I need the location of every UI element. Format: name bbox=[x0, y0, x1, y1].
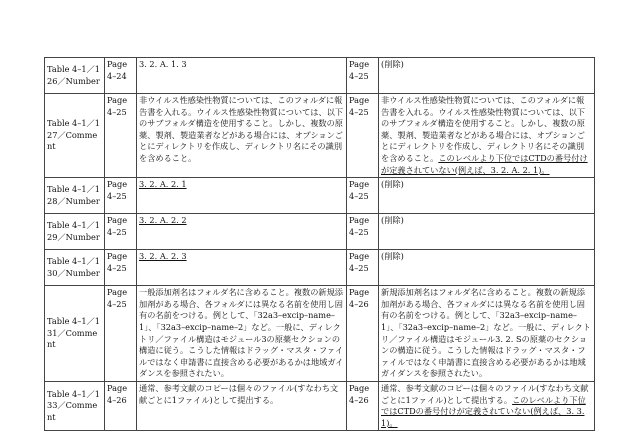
revised-page-cell bbox=[347, 214, 379, 250]
item-id-cell-text: Table 4–1／127／Comment bbox=[47, 118, 100, 152]
revised-added-text: このレベルより下位ではCTDの番号付けが定義されていない(例えば、3. 3. 1)。 bbox=[381, 394, 586, 428]
original-page-cell-text: Page 4–24 bbox=[107, 59, 128, 81]
revised-text-cell-text: 通常、参考文献のコピーは個々のファイル(すなわち文献ごとに1ファイル)として提出する。 bbox=[381, 382, 589, 405]
comparison-table bbox=[44, 57, 595, 431]
table-row bbox=[45, 286, 595, 382]
original-page-cell bbox=[105, 178, 137, 214]
revised-page-cell-text: Page 4–25 bbox=[349, 251, 370, 273]
revised-text-cell-text: (削除) bbox=[381, 59, 404, 69]
original-text-cell-text: 3. 2. A. 2. 3 bbox=[139, 251, 187, 262]
revised-text-cell-text: (削除) bbox=[381, 251, 404, 262]
table-row bbox=[45, 58, 595, 94]
revised-text-cell-text: (削除) bbox=[381, 179, 404, 190]
revised-added-text: このレベルより下位ではCTDの番号付けが定義されていない(例えば、3. 2. A. 2. 1)。 bbox=[381, 152, 588, 175]
revised-text-cell bbox=[379, 286, 595, 382]
revised-page-cell-text: Page 4–26 bbox=[349, 382, 370, 405]
revised-page-cell bbox=[347, 178, 379, 214]
item-id-cell-text: Table 4–1／129／Number bbox=[47, 220, 100, 242]
original-page-cell-text: Page 4–25 bbox=[107, 215, 128, 237]
original-text-cell-text: 非ウイルス性感染性物質については、このフォルダに報告書を入れる。ウイルス性感染性物質については、以下のサブフォルダ構造を使用すること。しかし、複数の原薬、製剤、製造業者などがある場合には、オプションごとにディレクトリを作成し、ディレクトリ名にその識別を含めること。 bbox=[139, 95, 344, 163]
item-id-cell bbox=[45, 250, 105, 286]
revised-page-cell-text: Page 4–25 bbox=[349, 179, 370, 201]
item-id-cell-text: Table 4–1／126／Number bbox=[47, 63, 100, 86]
table-row bbox=[45, 250, 595, 286]
revised-page-cell-text: Page 4–25 bbox=[349, 59, 370, 81]
original-text-cell-text: 通常、参考文献のコピーは個々のファイル(すなわち文献ごとに1ファイル)として提出する。 bbox=[139, 382, 339, 405]
revised-text-cell bbox=[379, 94, 595, 178]
original-page-cell-text: Page 4–25 bbox=[107, 251, 128, 273]
revised-page-cell bbox=[347, 286, 379, 382]
revised-text-cell bbox=[379, 214, 595, 250]
original-page-cell-text: Page 4–25 bbox=[107, 287, 128, 309]
original-text-cell bbox=[137, 94, 347, 178]
revised-text-cell bbox=[379, 381, 595, 430]
original-text-cell bbox=[137, 286, 347, 382]
item-id-cell bbox=[45, 178, 105, 214]
item-id-cell bbox=[45, 94, 105, 178]
item-id-cell bbox=[45, 58, 105, 94]
revised-text-cell bbox=[379, 178, 595, 214]
revised-text-cell-text: 新規添加剤名はフォルダ名に含めること。複数の新規添加剤がある場合、各フォルダには異なる名前を使用し固有の名前をつける。例として、「32a3–excip–name–1」、「32a3–excip–name–2」など。一般に、ディレクトリ／ファイル構造はモジュール3. 2. Sの原薬のセクションの構造に従う。こうした情報はドラッグ・マスタ・ファイルではなく申請書に直接含める必要があるかは地域ガイダンスを参照されたい。 bbox=[381, 287, 591, 379]
original-page-cell bbox=[105, 381, 137, 430]
revised-page-cell bbox=[347, 94, 379, 178]
revised-text-cell bbox=[379, 250, 595, 286]
original-page-cell-text: Page 4–26 bbox=[107, 382, 128, 405]
original-text-cell-text: 3. 2. A. 2. 2 bbox=[139, 215, 187, 226]
revised-text-cell bbox=[379, 58, 595, 94]
original-text-cell bbox=[137, 381, 347, 430]
original-text-cell bbox=[137, 214, 347, 250]
original-page-cell bbox=[105, 250, 137, 286]
original-page-cell bbox=[105, 94, 137, 178]
revised-text-cell-text: 非ウイルス性感染性物質については、このフォルダに報告書を入れる。ウイルス性感染性物質については、以下のサブフォルダ構造を使用すること。しかし、複数の原薬、製剤、製造業者などがある場合には、オプションごとにディレクトリを作成し、ディレクトリ名にその識別を含めること。 bbox=[381, 95, 586, 163]
revised-page-cell-text: Page 4–25 bbox=[349, 215, 370, 237]
original-page-cell bbox=[105, 286, 137, 382]
original-page-cell-text: Page 4–25 bbox=[107, 179, 128, 201]
original-text-cell bbox=[137, 178, 347, 214]
table-row bbox=[45, 94, 595, 178]
original-text-cell-text: 一般添加剤名はフォルダ名に含めること。複数の新規添加剤がある場合、各フォルダには異なる名前を使用し固有の名前をつける。例として、「32a3–excip–name–1」、「32a3–excip–name–2」など。一般に、ディレクトリ／ファイル構造はモジュール3の原薬セクションの構造に従う。こうした情報はドラッグ・マスタ・ファイルではなく申請書に直接含める必要があるかは地域ガイダンスを参照されたい。 bbox=[139, 287, 344, 379]
table-body bbox=[45, 58, 595, 431]
item-id-cell-text: Table 4–1／131／Comment bbox=[47, 316, 100, 350]
table-row bbox=[45, 178, 595, 214]
revised-page-cell-text: Page 4–25 bbox=[349, 95, 370, 117]
original-text-cell-text: 3. 2. A. 2. 1 bbox=[139, 179, 187, 190]
revised-page-cell bbox=[347, 381, 379, 430]
item-id-cell bbox=[45, 214, 105, 250]
item-id-cell bbox=[45, 286, 105, 382]
table-row bbox=[45, 214, 595, 250]
revised-text-cell-text: (削除) bbox=[381, 215, 404, 226]
original-text-cell bbox=[137, 250, 347, 286]
revised-page-cell bbox=[347, 250, 379, 286]
original-text-cell bbox=[137, 58, 347, 94]
original-page-cell bbox=[105, 214, 137, 250]
table-row bbox=[45, 381, 595, 430]
original-page-cell-text: Page 4–25 bbox=[107, 95, 128, 117]
item-id-cell-text: Table 4–1／130／Number bbox=[47, 256, 100, 278]
original-page-cell bbox=[105, 58, 137, 94]
item-id-cell bbox=[45, 381, 105, 430]
item-id-cell-text: Table 4–1／133／Comment bbox=[47, 388, 100, 422]
item-id-cell-text: Table 4–1／128／Number bbox=[47, 184, 100, 206]
revised-page-cell-text: Page 4–26 bbox=[349, 287, 370, 309]
original-text-cell-text: 3. 2. A. 1. 3 bbox=[139, 59, 187, 69]
revised-page-cell bbox=[347, 58, 379, 94]
